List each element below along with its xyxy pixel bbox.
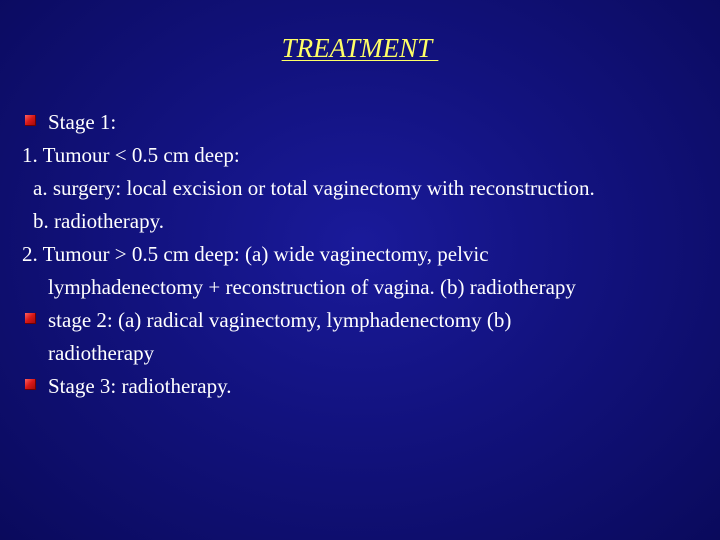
list-item xyxy=(0,271,720,304)
list-item xyxy=(0,238,720,271)
stage-2-treatment-continued: radiotherapy xyxy=(48,341,155,365)
list-item xyxy=(0,370,720,403)
list-item xyxy=(0,304,720,337)
list-item xyxy=(0,337,720,370)
red-square-bullet-icon xyxy=(25,379,36,390)
stage-2-treatment: stage 2: (a) radical vaginectomy, lymphadenectomy (b) xyxy=(48,308,512,332)
list-item xyxy=(0,139,720,172)
list-item xyxy=(0,106,720,139)
tumour-under-half-cm: 1. Tumour < 0.5 cm deep: xyxy=(22,143,240,167)
list-item xyxy=(0,205,720,238)
red-square-bullet-icon xyxy=(25,313,36,324)
tumour-over-half-cm-continued: lymphadenectomy + reconstruction of vagina. (b) radiotherapy xyxy=(48,275,576,299)
stage-3-treatment: Stage 3: radiotherapy. xyxy=(48,374,232,398)
red-square-bullet-icon xyxy=(25,115,36,126)
stage-1-heading: Stage 1: xyxy=(48,110,117,134)
option-a-surgery: a. surgery: local excision or total vaginectomy with reconstruction. xyxy=(33,176,595,200)
list-item xyxy=(0,172,720,205)
slide-title: TREATMENT xyxy=(281,33,439,63)
option-b-radiotherapy: b. radiotherapy. xyxy=(33,209,165,233)
slide-body xyxy=(0,106,720,403)
tumour-over-half-cm: 2. Tumour > 0.5 cm deep: (a) wide vaginectomy, pelvic xyxy=(22,242,489,266)
